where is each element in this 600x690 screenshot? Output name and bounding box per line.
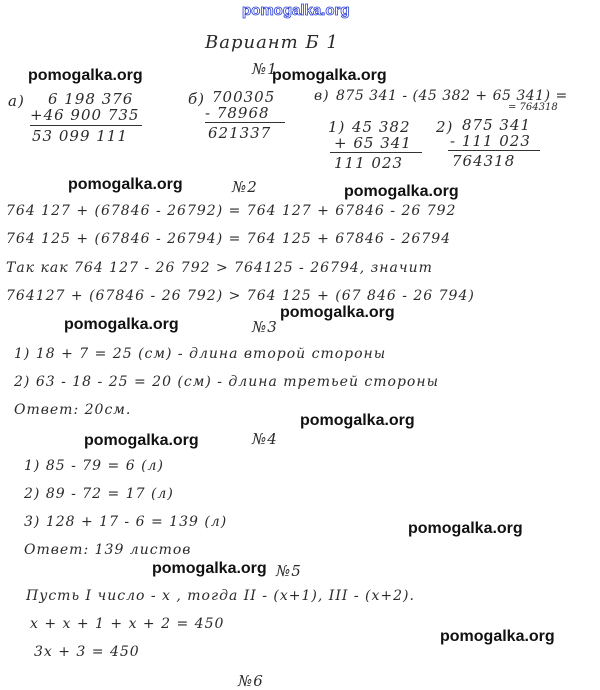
task1-a-line1: 6 198 376 [48,90,134,108]
watermark: pomogalka.org [68,176,183,193]
watermark: pomogalka.org [440,628,555,645]
task3-label: №3 [252,318,278,336]
task6-label: №6 [238,672,264,690]
task1-a-line2: +46 900 735 [30,106,140,124]
task1-s1-rule [330,152,422,153]
task1-b-rule [205,122,285,123]
task3-answer: Ответ: 20см. [14,402,132,418]
task2-line: 764 125 + (67846 - 26794) = 764 125 + 67846 - 26794 [6,231,452,247]
variant-title: Вариант Б 1 [205,32,339,53]
task4-label: №4 [252,430,278,448]
task3-line: 1) 18 + 7 = 25 (см) - длина второй стороны [14,346,387,362]
task1-a-result: 53 099 111 [32,127,128,145]
task1-b-result: 621337 [208,124,272,142]
task4-line: 3) 128 + 17 - 6 = 139 (л) [24,514,228,530]
task1-a-label: а) [8,92,25,110]
watermark: pomogalka.org [280,304,395,321]
task5-line: Пусть I число - x , тогда II - (x+1), III - (x+2). [26,588,415,604]
watermark: pomogalka.org [152,560,267,577]
watermark: pomogalka.org [272,67,387,84]
task2-line: Так как 764 127 - 26 792 > 764125 - 26794, значит [6,260,433,276]
task4-line: 1) 85 - 79 = 6 (л) [24,458,164,474]
task1-s2-rule [448,150,540,151]
task1-b-line1: 700305 [212,88,276,106]
task1-label: №1 [252,60,278,78]
task4-answer: Ответ: 139 листов [24,542,192,558]
task1-a-rule [30,125,142,126]
task1-b-line2: - 78968 [205,104,270,122]
task1-s2-label: 2) [436,118,454,136]
watermark: pomogalka.org [300,412,415,429]
task1-s1-result: 111 023 [334,154,404,172]
task1-s2-line1: 875 341 [462,116,532,134]
task1-v-label: в) [314,88,330,104]
task3-line: 2) 63 - 18 - 25 = 20 (см) - длина третьей стороны [14,374,439,390]
task2-line: 764 127 + (67846 - 26792) = 764 127 + 67846 - 26 792 [6,203,457,219]
task4-line: 2) 89 - 72 = 17 (л) [24,486,174,502]
task1-s2-line2: - 111 023 [450,132,531,150]
task1-v-expr: 875 341 - (45 382 + 65 341) = [336,88,568,104]
task5-line: 3x + 3 = 450 [34,644,140,660]
watermark: pomogalka.org [64,316,179,333]
task5-label: №5 [276,562,302,580]
task1-s1-label: 1) [328,118,346,136]
watermark: pomogalka.org [28,67,143,84]
watermark-top: pomogalka.org [242,2,350,19]
task1-s1-line1: 45 382 [352,118,411,136]
task1-s1-line2: + 65 341 [334,134,412,152]
watermark: pomogalka.org [84,432,199,449]
watermark: pomogalka.org [408,520,523,537]
task1-v-answer: = 764318 [508,102,558,113]
task5-line: x + x + 1 + x + 2 = 450 [30,616,225,632]
task2-label: №2 [232,178,258,196]
watermark: pomogalka.org [344,183,459,200]
task2-line: 764127 + (67846 - 26 792) > 764 125 + (67 846 - 26 794) [6,288,475,304]
task1-s2-result: 764318 [452,152,516,170]
task1-b-label: б) [188,90,206,108]
